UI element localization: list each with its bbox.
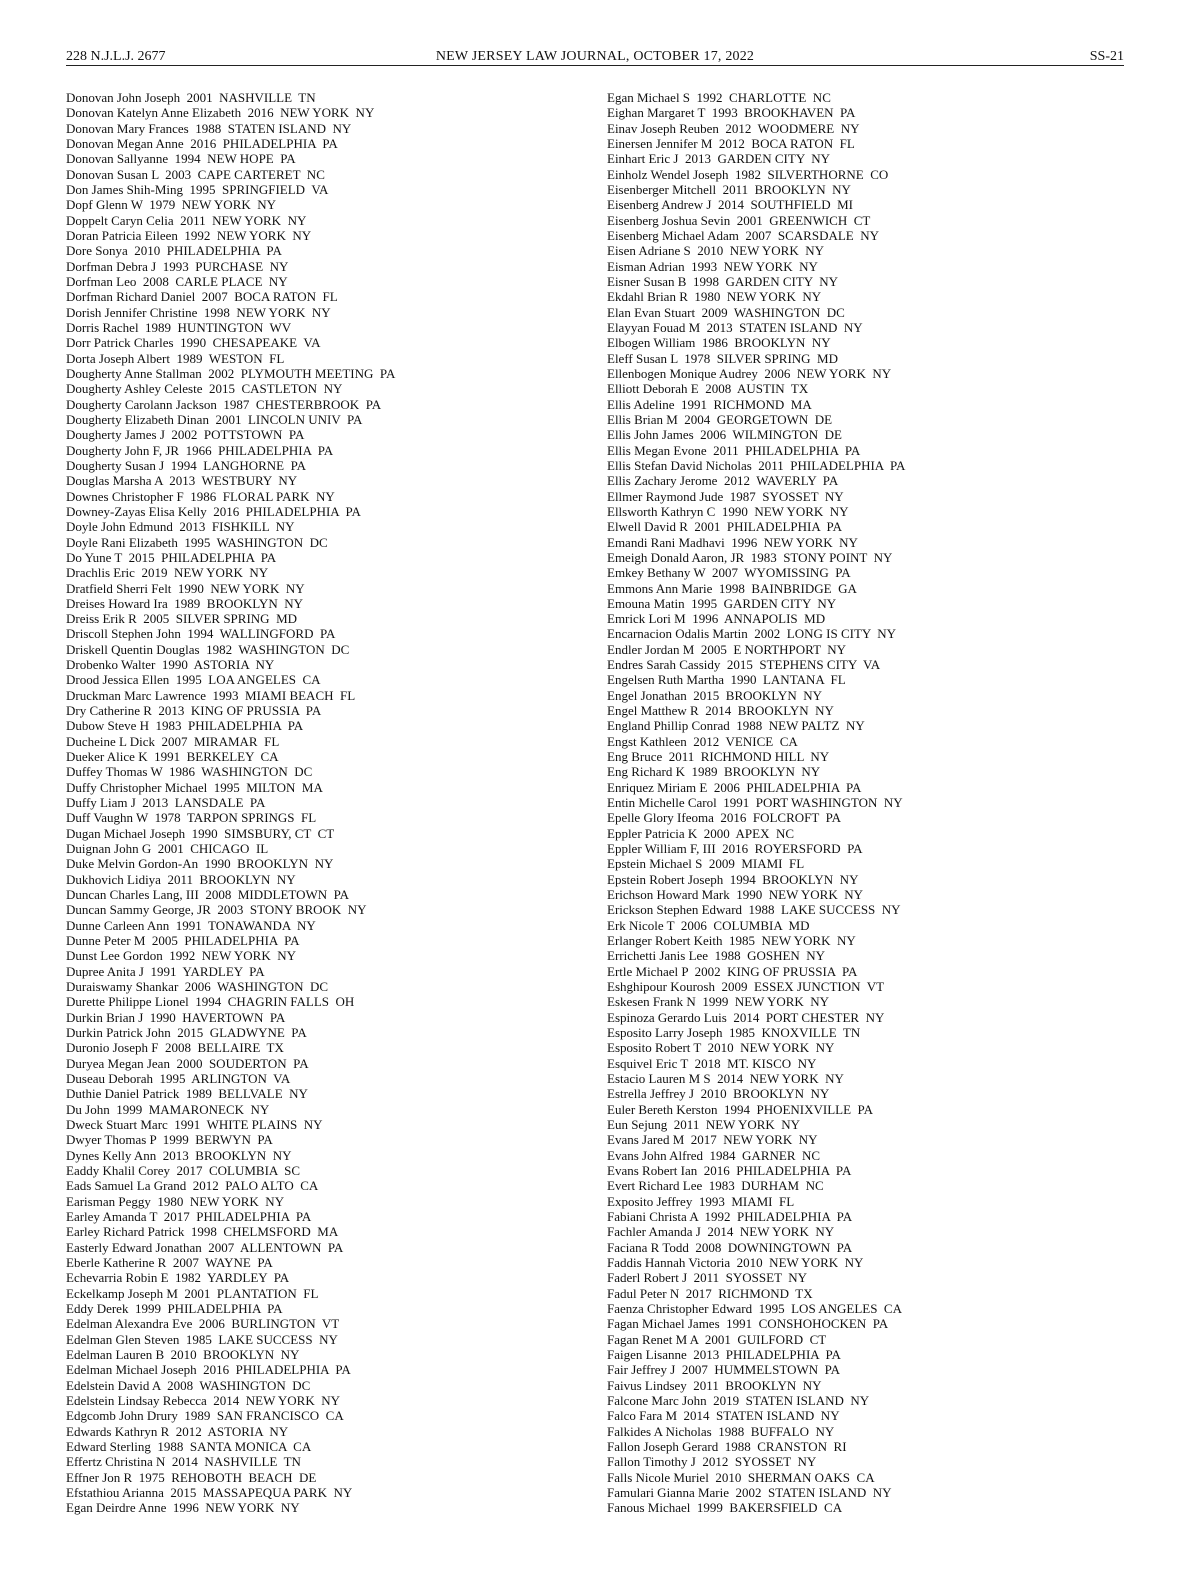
attorney-entry: Erichson Howard Mark 1990 NEW YORK NY (607, 887, 863, 903)
attorney-entry: Ellis Stefan David Nicholas 2011 PHILADELPHIA PA (607, 457, 906, 473)
attorney-entry: Fachler Amanda J 2014 NEW YORK NY (607, 1224, 835, 1240)
attorney-entry: Dorfman Richard Daniel 2007 BOCA RATON FL (66, 289, 338, 305)
attorney-entry: Druckman Marc Lawrence 1993 MIAMI BEACH FL (66, 687, 356, 703)
attorney-entry: Ellis Megan Evone 2011 PHILADELPHIA PA (607, 442, 861, 458)
attorney-entry: Famulari Gianna Marie 2002 STATEN ISLAND NY (607, 1484, 892, 1500)
attorney-entry: Dwyer Thomas P 1999 BERWYN PA (66, 1132, 273, 1148)
page-header (66, 48, 1124, 66)
attorney-entry: Dorta Joseph Albert 1989 WESTON FL (66, 350, 285, 366)
attorney-entry: Edelstein David A 2008 WASHINGTON DC (66, 1377, 311, 1393)
attorney-entry: Dougherty James J 2002 POTTSTOWN PA (66, 427, 305, 443)
attorney-entry: Encarnacion Odalis Martin 2002 LONG IS CITY NY (607, 626, 897, 642)
attorney-entry: Emkey Bethany W 2007 WYOMISSING PA (607, 565, 851, 581)
attorney-entry: Donovan John Joseph 2001 NASHVILLE TN (66, 90, 316, 105)
attorney-entry: Drobenko Walter 1990 ASTORIA NY (66, 657, 275, 673)
attorney-entry: Echevarria Robin E 1982 YARDLEY PA (66, 1270, 290, 1286)
attorney-entry: Einav Joseph Reuben 2012 WOODMERE NY (607, 120, 860, 136)
attorney-entry: Duncan Charles Lang, III 2008 MIDDLETOWN PA (66, 887, 350, 903)
attorney-entry: Dynes Kelly Ann 2013 BROOKLYN NY (66, 1147, 292, 1163)
attorney-entry: Eisman Adrian 1993 NEW YORK NY (607, 258, 818, 274)
attorney-entry: Duraiswamy Shankar 2006 WASHINGTON DC (66, 979, 329, 995)
right-column (607, 90, 905, 1516)
attorney-entry: Dueker Alice K 1991 BERKELEY CA (66, 749, 279, 765)
attorney-entry: Euler Bereth Kerston 1994 PHOENIXVILLE PA (607, 1101, 873, 1117)
attorney-entry: Fagan Renet M A 2001 GUILFORD CT (607, 1331, 827, 1347)
attorney-entry: Elayyan Fouad M 2013 STATEN ISLAND NY (607, 319, 863, 335)
attorney-entry: Dougherty John F, JR 1966 PHILADELPHIA PA (66, 442, 334, 458)
attorney-entry: Effertz Christina N 2014 NASHVILLE TN (66, 1454, 301, 1470)
attorney-entry: Ellis Adeline 1991 RICHMOND MA (607, 396, 812, 412)
attorney-entry: Dorr Patrick Charles 1990 CHESAPEAKE VA (66, 335, 321, 351)
attorney-entry: Egan Michael S 1992 CHARLOTTE NC (607, 90, 831, 105)
attorney-entry: Duseau Deborah 1995 ARLINGTON VA (66, 1071, 291, 1086)
attorney-entry: Ducheine L Dick 2007 MIRAMAR FL (66, 733, 280, 749)
attorney-entry: Elan Evan Stuart 2009 WASHINGTON DC (607, 304, 845, 320)
attorney-entry: Dunne Carleen Ann 1991 TONAWANDA NY (66, 917, 316, 933)
attorney-entry: Earley Richard Patrick 1998 CHELMSFORD MA (66, 1224, 339, 1240)
attorney-entry: Emmons Ann Marie 1998 BAINBRIDGE GA (607, 580, 857, 596)
attorney-entry: Ellis Brian M 2004 GEORGETOWN DE (607, 411, 833, 427)
attorney-entry: Erk Nicole T 2006 COLUMBIA MD (607, 917, 810, 933)
attorney-entry: Emouna Matin 1995 GARDEN CITY NY (607, 595, 837, 611)
attorney-entry: Doppelt Caryn Celia 2011 NEW YORK NY (66, 212, 307, 228)
attorney-entry: Emeigh Donald Aaron, JR 1983 STONY POINT NY (607, 549, 893, 565)
attorney-entry: Eng Richard K 1989 BROOKLYN NY (607, 764, 821, 780)
attorney-entry: Dunne Peter M 2005 PHILADELPHIA PA (66, 933, 300, 949)
attorney-entry: Estacio Lauren M S 2014 NEW YORK NY (607, 1071, 844, 1086)
attorney-entry: Duncan Sammy George, JR 2003 STONY BROOK NY (66, 902, 367, 918)
attorney-entry: Eisenberg Joshua Sevin 2001 GREENWICH CT (607, 212, 871, 228)
publication-title: NEW JERSEY LAW JOURNAL, OCTOBER 17, 2022 (435, 49, 755, 64)
attorney-entry: Eun Sejung 2011 NEW YORK NY (607, 1116, 801, 1132)
attorney-entry: Erickson Stephen Edward 1988 LAKE SUCCESS NY (607, 902, 901, 918)
attorney-entry: Entin Michelle Carol 1991 PORT WASHINGTON NY (607, 795, 903, 811)
attorney-entry: Eisenberg Michael Adam 2007 SCARSDALE NY (607, 227, 880, 243)
attorney-entry: Eng Bruce 2011 RICHMOND HILL NY (607, 749, 830, 765)
attorney-entry: Errichetti Janis Lee 1988 GOSHEN NY (607, 948, 826, 964)
attorney-entry: Epstein Michael S 2009 MIAMI FL (607, 856, 805, 872)
attorney-entry: Exposito Jeffrey 1993 MIAMI FL (607, 1193, 795, 1209)
attorney-entry: Duke Melvin Gordon-An 1990 BROOKLYN NY (66, 856, 334, 872)
attorney-entry: Downey-Zayas Elisa Kelly 2016 PHILADELPHIA PA (66, 503, 361, 519)
attorney-entry: Downes Christopher F 1986 FLORAL PARK NY (66, 488, 335, 504)
attorney-entry: Duignan John G 2001 CHICAGO IL (66, 841, 269, 857)
attorney-entry: Epstein Robert Joseph 1994 BROOKLYN NY (607, 871, 859, 887)
attorney-entry: Donovan Megan Anne 2016 PHILADELPHIA PA (66, 135, 338, 151)
attorney-entry: Eskesen Frank N 1999 NEW YORK NY (607, 994, 830, 1010)
attorney-entry: Durkin Brian J 1990 HAVERTOWN PA (66, 1009, 286, 1025)
attorney-entry: Eisenberg Andrew J 2014 SOUTHFIELD MI (607, 197, 854, 213)
attorney-entry: Fagan Michael James 1991 CONSHOHOCKEN PA (607, 1316, 889, 1332)
attorney-entry: Duffy Liam J 2013 LANSDALE PA (66, 795, 266, 811)
attorney-entry: Fallon Timothy J 2012 SYOSSET NY (607, 1454, 817, 1470)
attorney-entry: Faivus Lindsey 2011 BROOKLYN NY (607, 1377, 822, 1393)
attorney-entry: Dorfman Debra J 1993 PURCHASE NY (66, 258, 289, 274)
attorney-entry: Elbogen William 1986 BROOKLYN NY (607, 335, 831, 351)
attorney-entry: Drachlis Eric 2019 NEW YORK NY (66, 565, 269, 581)
attorney-entry: Donovan Sallyanne 1994 NEW HOPE PA (66, 151, 296, 167)
attorney-entry: Dorish Jennifer Christine 1998 NEW YORK NY (66, 304, 331, 320)
attorney-entry: Douglas Marsha A 2013 WESTBURY NY (66, 473, 298, 489)
attorney-entry: Duronio Joseph F 2008 BELLAIRE TX (66, 1040, 284, 1056)
attorney-entry: Falcone Marc John 2019 STATEN ISLAND NY (607, 1392, 870, 1408)
attorney-entry: Dugan Michael Joseph 1990 SIMSBURY, CT CT (66, 825, 335, 841)
attorney-entry: Dratfield Sherri Felt 1990 NEW YORK NY (66, 580, 305, 596)
attorney-entry: Earley Amanda T 2017 PHILADELPHIA PA (66, 1208, 312, 1224)
attorney-entry: Don James Shih-Ming 1995 SPRINGFIELD VA (66, 181, 329, 197)
attorney-entry: Eaddy Khalil Corey 2017 COLUMBIA SC (66, 1162, 300, 1178)
attorney-entry: Faigen Lisanne 2013 PHILADELPHIA PA (607, 1346, 841, 1362)
attorney-entry: Dubow Steve H 1983 PHILADELPHIA PA (66, 718, 304, 734)
attorney-entry: Emandi Rani Madhavi 1996 NEW YORK NY (607, 534, 858, 550)
attorney-entry: Edgcomb John Drury 1989 SAN FRANCISCO CA (66, 1408, 344, 1424)
attorney-entry: Emrick Lori M 1996 ANNAPOLIS MD (607, 611, 826, 627)
attorney-entry: Evert Richard Lee 1983 DURHAM NC (607, 1178, 824, 1194)
attorney-entry: Edelman Lauren B 2010 BROOKLYN NY (66, 1346, 300, 1362)
attorney-entry: Driskell Quentin Douglas 1982 WASHINGTON DC (66, 641, 350, 657)
attorney-entry: Dougherty Elizabeth Dinan 2001 LINCOLN UNIV PA (66, 411, 363, 427)
attorney-entry: Effner Jon R 1975 REHOBOTH BEACH DE (66, 1469, 317, 1485)
attorney-entry: Einholz Wendel Joseph 1982 SILVERTHORNE CO (607, 166, 889, 182)
attorney-entry: Eppler William F, III 2016 ROYERSFORD PA (607, 841, 863, 857)
attorney-entry: Fallon Joseph Gerard 1988 CRANSTON RI (607, 1438, 847, 1454)
attorney-entry: Edwards Kathryn R 2012 ASTORIA NY (66, 1423, 289, 1439)
attorney-entry: Du John 1999 MAMARONECK NY (66, 1101, 270, 1117)
attorney-entry: Duffy Christopher Michael 1995 MILTON MA (66, 779, 323, 795)
attorney-entry: Dreiss Erik R 2005 SILVER SPRING MD (66, 611, 298, 627)
attorney-entry: Faciana R Todd 2008 DOWNINGTOWN PA (607, 1239, 853, 1255)
attorney-entry: Duryea Megan Jean 2000 SOUDERTON PA (66, 1055, 309, 1071)
attorney-entry: Eddy Derek 1999 PHILADELPHIA PA (66, 1300, 283, 1316)
attorney-entry: Eisen Adriane S 2010 NEW YORK NY (607, 243, 825, 259)
attorney-entry: Ellmer Raymond Jude 1987 SYOSSET NY (607, 488, 844, 504)
attorney-entry: Eleff Susan L 1978 SILVER SPRING MD (607, 350, 839, 366)
attorney-entry: England Phillip Conrad 1988 NEW PALTZ NY (607, 718, 865, 734)
attorney-entry: Eisenberger Mitchell 2011 BROOKLYN NY (607, 181, 851, 197)
attorney-entry: Einhart Eric J 2013 GARDEN CITY NY (607, 151, 831, 167)
attorney-entry: Eckelkamp Joseph M 2001 PLANTATION FL (66, 1285, 319, 1301)
attorney-entry: Evans Jared M 2017 NEW YORK NY (607, 1132, 818, 1148)
left-column (66, 90, 395, 1516)
attorney-entry: Elliott Deborah E 2008 AUSTIN TX (607, 381, 809, 397)
attorney-entry: Esposito Larry Joseph 1985 KNOXVILLE TN (607, 1025, 861, 1041)
attorney-entry: Esposito Robert T 2010 NEW YORK NY (607, 1040, 835, 1056)
attorney-entry: Doyle Rani Elizabeth 1995 WASHINGTON DC (66, 534, 328, 550)
attorney-entry: Fanous Michael 1999 BAKERSFIELD CA (607, 1500, 843, 1516)
header-rule (66, 65, 1124, 66)
attorney-entry: Estrella Jeffrey J 2010 BROOKLYN NY (607, 1086, 830, 1102)
attorney-entry: Do Yune T 2015 PHILADELPHIA PA (66, 549, 277, 565)
attorney-entry: Doyle John Edmund 2013 FISHKILL NY (66, 519, 295, 535)
attorney-entry: Evans Robert Ian 2016 PHILADELPHIA PA (607, 1162, 852, 1178)
attorney-entry: Dougherty Carolann Jackson 1987 CHESTERBROOK PA (66, 396, 382, 412)
attorney-entry: Dopf Glenn W 1979 NEW YORK NY (66, 197, 277, 213)
attorney-entry: Epelle Glory Ifeoma 2016 FOLCROFT PA (607, 810, 841, 826)
attorney-entry: Dweck Stuart Marc 1991 WHITE PLAINS NY (66, 1116, 323, 1132)
attorney-entry: Donovan Katelyn Anne Elizabeth 2016 NEW YORK NY (66, 105, 375, 121)
attorney-entry: Eberle Katherine R 2007 WAYNE PA (66, 1254, 273, 1270)
attorney-entry: Eighan Margaret T 1993 BROOKHAVEN PA (607, 105, 856, 121)
attorney-entry: Edelman Alexandra Eve 2006 BURLINGTON VT (66, 1316, 340, 1332)
attorney-entry: Ellis John James 2006 WILMINGTON DE (607, 427, 842, 443)
attorney-entry: Duffey Thomas W 1986 WASHINGTON DC (66, 764, 313, 780)
attorney-entry: Engst Kathleen 2012 VENICE CA (607, 733, 798, 749)
attorney-entry: Falls Nicole Muriel 2010 SHERMAN OAKS CA (607, 1469, 875, 1485)
attorney-entry: Easterly Edward Jonathan 2007 ALLENTOWN PA (66, 1239, 344, 1255)
attorney-entry: Dry Catherine R 2013 KING OF PRUSSIA PA (66, 703, 322, 719)
attorney-entry: Engelsen Ruth Martha 1990 LANTANA FL (607, 672, 846, 688)
attorney-entry: Donovan Susan L 2003 CAPE CARTERET NC (66, 166, 325, 182)
attorney-entry: Eisner Susan B 1998 GARDEN CITY NY (607, 273, 838, 289)
attorney-entry: Dougherty Anne Stallman 2002 PLYMOUTH MEETING PA (66, 365, 396, 381)
attorney-entry: Dorris Rachel 1989 HUNTINGTON WV (66, 319, 292, 335)
attorney-entry: Eads Samuel La Grand 2012 PALO ALTO CA (66, 1178, 319, 1194)
attorney-entry: Edelstein Lindsay Rebecca 2014 NEW YORK NY (66, 1392, 341, 1408)
attorney-entry: Dupree Anita J 1991 YARDLEY PA (66, 963, 265, 979)
attorney-entry: Ellsworth Kathryn C 1990 NEW YORK NY (607, 503, 849, 519)
attorney-entry: Ekdahl Brian R 1980 NEW YORK NY (607, 289, 822, 305)
attorney-entry: Endres Sarah Cassidy 2015 STEPHENS CITY VA (607, 657, 881, 673)
attorney-entry: Efstathiou Arianna 2015 MASSAPEQUA PARK NY (66, 1484, 353, 1500)
attorney-entry: Drood Jessica Ellen 1995 LOA ANGELES CA (66, 672, 321, 688)
attorney-entry: Faddis Hannah Victoria 2010 NEW YORK NY (607, 1254, 864, 1270)
attorney-entry: Einersen Jennifer M 2012 BOCA RATON FL (607, 135, 855, 151)
attorney-entry: Eshghipour Kourosh 2009 ESSEX JUNCTION VT (607, 979, 885, 995)
attorney-entry: Enriquez Miriam E 2006 PHILADELPHIA PA (607, 779, 862, 795)
attorney-entry: Faderl Robert J 2011 SYOSSET NY (607, 1270, 808, 1286)
attorney-entry: Edelman Glen Steven 1985 LAKE SUCCESS NY (66, 1331, 338, 1347)
attorney-entry: Dukhovich Lidiya 2011 BROOKLYN NY (66, 871, 296, 887)
attorney-entry: Dreises Howard Ira 1989 BROOKLYN NY (66, 595, 303, 611)
attorney-entry: Doran Patricia Eileen 1992 NEW YORK NY (66, 227, 312, 243)
attorney-entry: Egan Deirdre Anne 1996 NEW YORK NY (66, 1500, 300, 1516)
citation: 228 N.J.L.J. 2677 (66, 49, 166, 64)
attorney-entry: Ellenbogen Monique Audrey 2006 NEW YORK NY (607, 365, 892, 381)
attorney-entry: Evans John Alfred 1984 GARNER NC (607, 1147, 821, 1163)
attorney-entry: Endler Jordan M 2005 E NORTHPORT NY (607, 641, 847, 657)
attorney-entry: Dorfman Leo 2008 CARLE PLACE NY (66, 273, 288, 289)
attorney-entry: Fair Jeffrey J 2007 HUMMELSTOWN PA (607, 1362, 841, 1378)
attorney-entry: Edelman Michael Joseph 2016 PHILADELPHIA PA (66, 1362, 351, 1378)
attorney-entry: Falco Fara M 2014 STATEN ISLAND NY (607, 1408, 840, 1424)
attorney-entry: Donovan Mary Frances 1988 STATEN ISLAND NY (66, 120, 352, 136)
attorney-entry: Faenza Christopher Edward 1995 LOS ANGELES CA (607, 1300, 902, 1316)
attorney-entry: Earisman Peggy 1980 NEW YORK NY (66, 1193, 285, 1209)
attorney-entry: Dunst Lee Gordon 1992 NEW YORK NY (66, 948, 297, 964)
attorney-entry: Durette Philippe Lionel 1994 CHAGRIN FALLS OH (66, 994, 355, 1010)
attorney-entry: Fabiani Christa A 1992 PHILADELPHIA PA (607, 1208, 853, 1224)
attorney-entry: Edward Sterling 1988 SANTA MONICA CA (66, 1438, 312, 1454)
attorney-entry: Driscoll Stephen John 1994 WALLINGFORD PA (66, 626, 336, 642)
attorney-entry: Fadul Peter N 2017 RICHMOND TX (607, 1285, 813, 1301)
attorney-entry: Espinoza Gerardo Luis 2014 PORT CHESTER NY (607, 1009, 885, 1025)
attorney-entry: Ellis Zachary Jerome 2012 WAVERLY PA (607, 473, 839, 489)
attorney-entry: Ertle Michael P 2002 KING OF PRUSSIA PA (607, 963, 858, 979)
attorney-entry: Dore Sonya 2010 PHILADELPHIA PA (66, 243, 282, 259)
attorney-entry: Esquivel Eric T 2018 MT. KISCO NY (607, 1055, 817, 1071)
attorney-entry: Duthie Daniel Patrick 1989 BELLVALE NY (66, 1086, 308, 1102)
attorney-entry: Durkin Patrick John 2015 GLADWYNE PA (66, 1025, 307, 1041)
attorney-entry: Elwell David R 2001 PHILADELPHIA PA (607, 519, 842, 535)
attorney-entry: Engel Matthew R 2014 BROOKLYN NY (607, 703, 834, 719)
page-number: SS-21 (1089, 49, 1124, 64)
attorney-entry: Dougherty Susan J 1994 LANGHORNE PA (66, 457, 307, 473)
attorney-entry: Engel Jonathan 2015 BROOKLYN NY (607, 687, 822, 703)
attorney-entry: Dougherty Ashley Celeste 2015 CASTLETON NY (66, 381, 343, 397)
attorney-entry: Erlanger Robert Keith 1985 NEW YORK NY (607, 933, 856, 949)
attorney-entry: Eppler Patricia K 2000 APEX NC (607, 825, 795, 841)
attorney-entry: Falkides A Nicholas 1988 BUFFALO NY (607, 1423, 835, 1439)
attorney-entry: Duff Vaughn W 1978 TARPON SPRINGS FL (66, 810, 317, 826)
